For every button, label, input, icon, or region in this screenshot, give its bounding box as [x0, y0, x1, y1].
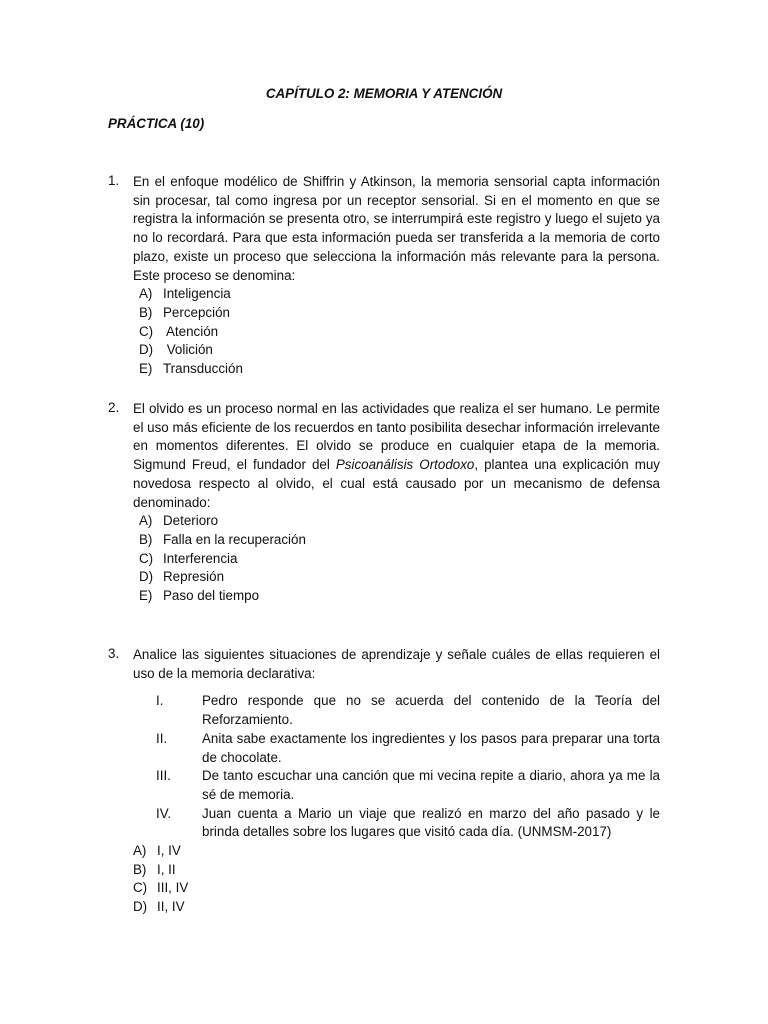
- option-letter: B): [133, 861, 147, 877]
- option-text: Atención: [163, 323, 219, 339]
- option-letter: C): [139, 323, 154, 339]
- practice-title: PRÁCTICA (10): [108, 116, 205, 131]
- question-text: En el enfoque modélico de Shiffrin y Atkinson, la memoria sensorial capta información sin procesar, tal como ingresa por un receptor sensorial. Si en el momento en que se registra la información se presenta otro, se interrumpirá este registro y luego el sujeto ya no lo recordará. Para que esta información pueda ser transferida a la memoria de corto plazo, existe un proceso que selecciona la información más relevante para la persona. Este proceso se denomina:: [133, 174, 660, 283]
- answer-option: [139, 323, 660, 342]
- answer-option: [139, 285, 660, 304]
- option-text: Represión: [163, 569, 225, 585]
- situation-item: [156, 730, 660, 767]
- question-number: 2.: [108, 400, 120, 415]
- roman-numeral: IV.: [156, 805, 172, 821]
- option-text: Percepción: [163, 304, 230, 320]
- situation-text: Juan cuenta a Mario un viaje que realizó en marzo del año pasado y le brinda detalles sobre los lugares que visitó cada día. (UNMSM-2017): [202, 805, 660, 840]
- situation-item: [156, 767, 660, 804]
- answer-options: [133, 842, 660, 917]
- question-number: 1.: [108, 173, 120, 188]
- answer-option: [139, 568, 660, 587]
- answer-option: [139, 304, 660, 323]
- answer-options: [139, 512, 660, 606]
- roman-numeral: II.: [156, 730, 168, 746]
- roman-numeral: III.: [156, 768, 171, 784]
- question-text: El olvido es un proceso normal en las actividades que realiza el ser humano. Le permite el uso más eficiente de los recuerdos en tanto posibilita desechar información irrelevante en momentos diferentes. El olvido se produce en cualquier etapa de la memoria. Sigmund Freud, el fundador del Psicoanálisis Ortodoxo, plantea una explicación muy novedosa respecto al olvido, el cual está causado por un mecanismo de defensa denominado:: [133, 401, 661, 510]
- situation-text: De tanto escuchar una canción que mi vecina repite a diario, ahora ya me la sé de memoria.: [202, 768, 660, 802]
- situation-item: [156, 692, 660, 729]
- italic-term: Psicoanálisis Ortodoxo: [335, 457, 475, 473]
- option-text: I, II: [157, 861, 176, 877]
- option-letter: E): [139, 588, 153, 604]
- option-letter: D): [139, 569, 154, 585]
- option-text: Paso del tiempo: [163, 588, 260, 604]
- answer-option: [139, 512, 660, 531]
- question-text: Analice las siguientes situaciones de aprendizaje y señale cuáles de ellas requieren el uso de la memoria declarativa:: [133, 647, 660, 681]
- option-letter: B): [139, 531, 153, 547]
- option-text: Falla en la recuperación: [163, 531, 306, 547]
- question-1: [108, 173, 660, 379]
- answer-option: [133, 879, 660, 898]
- answer-option: [133, 842, 660, 861]
- option-text: Volición: [163, 342, 213, 358]
- option-letter: D): [139, 342, 154, 358]
- answer-option: [139, 341, 660, 360]
- answer-option: [139, 550, 660, 569]
- situation-text: Pedro responde que no se acuerda del contenido de la Teoría del Reforzamiento.: [202, 693, 660, 728]
- option-text: Transducción: [163, 361, 243, 377]
- option-letter: C): [139, 550, 154, 566]
- option-letter: D): [133, 899, 148, 915]
- option-text: Deterioro: [163, 513, 219, 529]
- option-letter: A): [139, 286, 153, 302]
- question-3: [108, 646, 660, 917]
- roman-numeral: I.: [156, 693, 164, 709]
- option-letter: C): [133, 880, 148, 896]
- option-letter: A): [133, 843, 147, 859]
- answer-option: [139, 531, 660, 550]
- answer-options: [139, 285, 660, 379]
- option-text: II, IV: [157, 899, 185, 915]
- answer-option: [133, 861, 660, 880]
- option-text: Interferencia: [163, 550, 238, 566]
- option-letter: E): [139, 361, 153, 377]
- option-letter: A): [139, 513, 153, 529]
- question-2: [108, 400, 660, 606]
- option-text: Inteligencia: [163, 286, 231, 302]
- answer-option: [139, 360, 660, 379]
- chapter-title: CAPÍTULO 2: MEMORIA Y ATENCIÓN: [265, 86, 503, 101]
- situation-item: [156, 805, 660, 842]
- option-text: I, IV: [157, 843, 181, 859]
- question-number: 3.: [108, 646, 120, 661]
- answer-option: [139, 587, 660, 606]
- situation-list: [156, 692, 660, 842]
- option-text: III, IV: [157, 880, 189, 896]
- answer-option: [133, 898, 660, 917]
- situation-text: Anita sabe exactamente los ingredientes y los pasos para preparar una torta de chocolate.: [202, 730, 660, 765]
- option-letter: B): [139, 304, 153, 320]
